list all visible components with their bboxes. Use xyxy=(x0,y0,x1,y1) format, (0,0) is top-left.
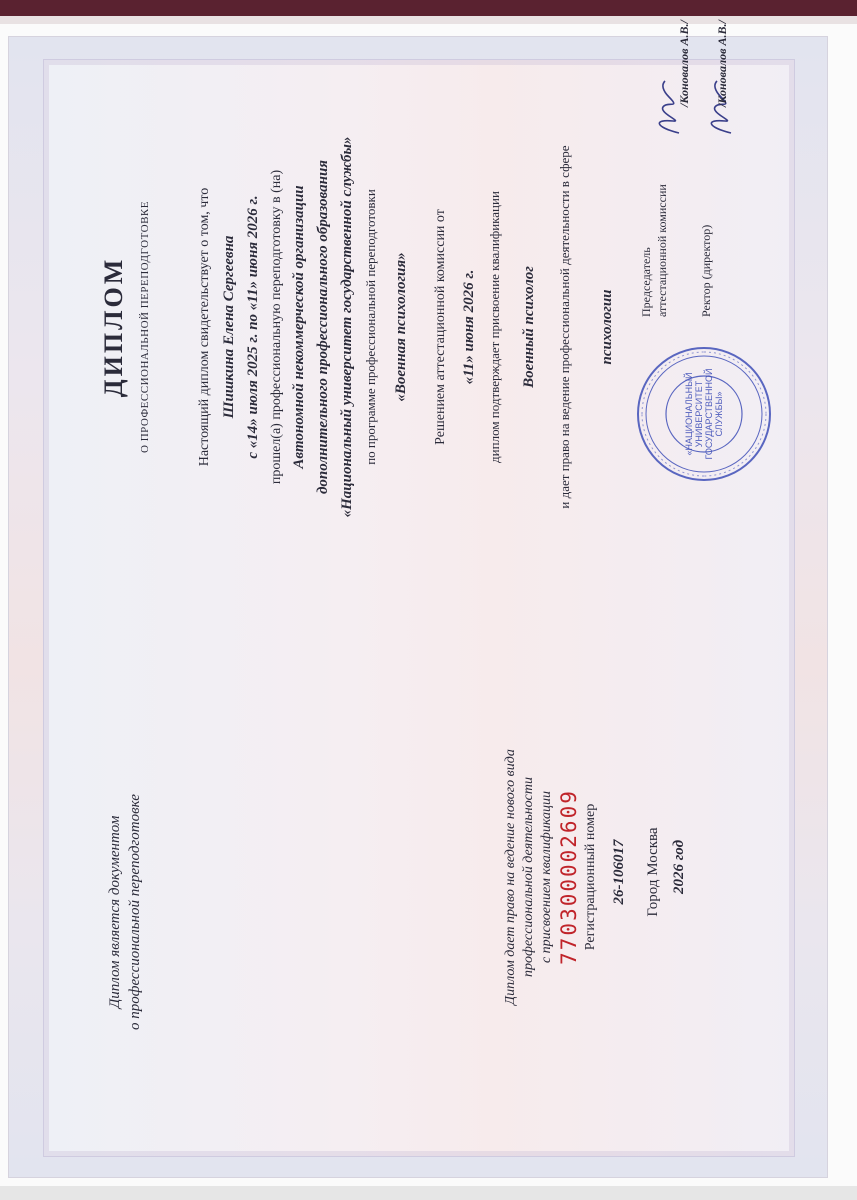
holder-name: Шишкина Елена Сергеевна xyxy=(221,235,237,419)
diploma-sheet xyxy=(8,20,828,1178)
seal-text-line2: УНИВЕРСИТЕТ xyxy=(694,380,704,448)
certify-text: Настоящий диплом свидетельствует о том, что xyxy=(197,187,212,467)
seal-text-line1: «НАЦИОНАЛЬНЫЙ xyxy=(684,372,694,456)
qualification-name: Военный психолог xyxy=(521,266,537,388)
sphere-label: и дает право на ведение профессиональной деятельности в сфере xyxy=(557,145,572,509)
sphere-name: психологии xyxy=(599,289,615,365)
seal-text-line3: ГОСУДАРСТВЕННОЙ xyxy=(704,368,714,460)
org-line1: Автономной некоммерческой организации xyxy=(291,185,307,469)
registration-number: 26-106017 xyxy=(611,839,627,905)
registration-label: Регистрационный номер xyxy=(583,803,598,951)
diploma-subtitle: О ПРОФЕССИОНАЛЬНОЙ ПЕРЕПОДГОТОВКЕ xyxy=(139,201,151,453)
director-role: Ректор (директор) xyxy=(699,224,713,317)
chairman-role-line1: Председатель xyxy=(639,247,653,317)
diploma-content xyxy=(9,20,827,1177)
seal-text-line4: СЛУЖБЫ» xyxy=(714,391,724,437)
chairman-name: /Коновалов А.В./ xyxy=(677,20,691,107)
org-line2: дополнительного профессионального образования xyxy=(315,159,331,495)
commission-text: Решением аттестационной комиссии от xyxy=(433,209,448,445)
top-frame-band xyxy=(0,0,857,16)
qualification-label: диплом подтверждает присвоение квалификации xyxy=(487,191,502,463)
rights-line2: профессиональной деятельности xyxy=(521,777,536,977)
commission-date: «11» июня 2026 г. xyxy=(461,269,477,385)
program-label: по программе профессиональной переподготовки xyxy=(363,189,378,465)
rights-line1: Диплом дает право на ведение нового вида xyxy=(503,749,518,1005)
city-label: Город Москва xyxy=(645,827,661,917)
org-line3: «Национальный университет государственной службы» xyxy=(339,136,355,518)
rights-line3: с присвоением квалификации xyxy=(539,790,554,964)
university-seal xyxy=(634,344,774,484)
study-period: с «14» июля 2025 г. по «11» июня 2026 г. xyxy=(245,195,261,459)
left-notice-line2: о профессиональной переподготовке xyxy=(127,794,143,1030)
chairman-role-line2: аттестационной комиссии xyxy=(655,184,669,317)
program-name: «Военная психология» xyxy=(393,252,409,402)
bottom-frame-band xyxy=(0,1186,857,1200)
director-name: /Коновалов А.В./ xyxy=(715,20,729,107)
year-label: 2026 год xyxy=(671,839,687,895)
diploma-title: ДИПЛОМ xyxy=(99,256,128,398)
left-notice-line1: Диплом является документом xyxy=(107,815,123,1009)
passed-text: прошел(а) профессиональную переподготовку в (на) xyxy=(269,169,284,485)
serial-number: 770300002609 xyxy=(557,789,581,965)
